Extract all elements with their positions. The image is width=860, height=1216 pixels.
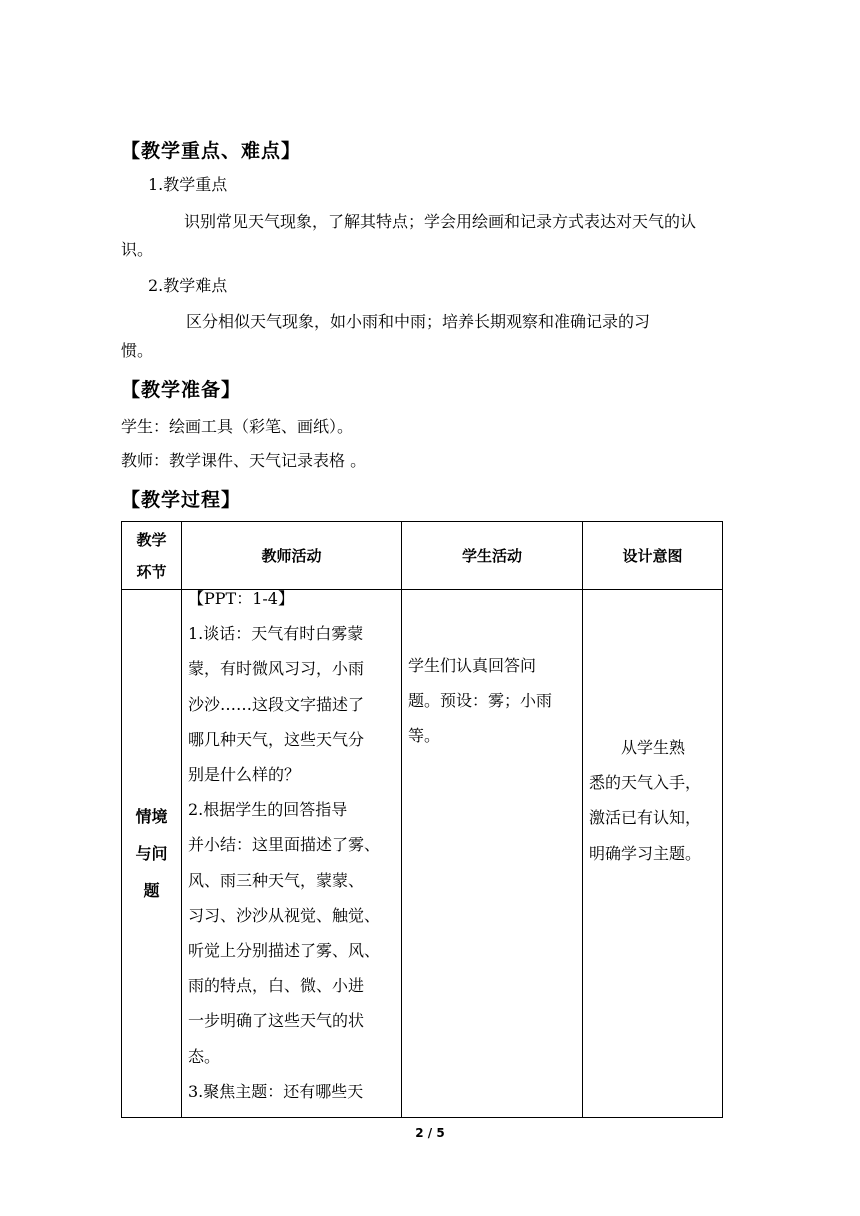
teacher-line: 3.聚焦主题：还有哪些天 — [188, 1081, 364, 1101]
focus-item2-line2: 惯。 — [121, 341, 154, 360]
page-number: 2 / 5 — [415, 1126, 445, 1140]
stage-line: 题 — [143, 881, 160, 900]
header-stage — [122, 522, 182, 590]
header-student: 学生活动 — [402, 522, 583, 590]
focus-heading: 【教学重点、难点】 — [121, 140, 302, 162]
focus-item2-label: 2.教学难点 — [148, 276, 228, 295]
prep-teacher: 教师：教学课件、天气记录表格 。 — [121, 451, 367, 470]
header-intent: 设计意图 — [583, 522, 723, 590]
student-line: 题。预设：雾；小雨 — [408, 691, 553, 711]
table-row — [122, 590, 723, 1118]
intent-line: 从学生熟 — [621, 738, 686, 757]
intent-line: 明确学习主题。 — [589, 843, 702, 863]
focus-item2-line1: 区分相似天气现象，如小雨和中雨；培养长期观察和准确记录的习 — [186, 312, 651, 331]
teacher-line: 雨的特点，白、微、小进 — [188, 976, 365, 996]
teacher-line: 态。 — [188, 1046, 221, 1066]
table-header-row — [122, 522, 723, 590]
teacher-line: 习习、沙沙从视觉、触觉、 — [188, 905, 381, 925]
teacher-line: 1.谈话：天气有时白雾蒙 — [188, 624, 364, 644]
focus-item1-line1: 识别常见天气现象，了解其特点；学会用绘画和记录方式表达对天气的认 — [184, 212, 697, 231]
teacher-line: 听觉上分别描述了雾、风、 — [188, 941, 381, 961]
teacher-line: 风、雨三种天气，蒙蒙、 — [188, 870, 365, 890]
focus-item1-line2: 识。 — [121, 240, 154, 259]
header-stage-line2: 环节 — [136, 562, 167, 581]
stage-line: 情境 — [135, 807, 168, 826]
focus-item1-label: 1.教学重点 — [148, 175, 228, 194]
header-teacher: 教师活动 — [182, 522, 402, 590]
process-heading: 【教学过程】 — [121, 489, 242, 511]
prep-heading: 【教学准备】 — [121, 379, 242, 401]
intent-line: 悉的天气入手， — [589, 773, 702, 793]
student-line: 等。 — [408, 726, 441, 746]
design-intent-cell — [583, 590, 723, 1118]
stage-line: 与问 — [135, 844, 168, 863]
intent-line: 激活已有认知， — [589, 808, 702, 828]
teacher-line: 2.根据学生的回答指导 — [188, 800, 348, 820]
teacher-line: 蒙，有时微风习习，小雨 — [188, 659, 365, 679]
teacher-line: 沙沙……这段文字描述了 — [188, 694, 365, 714]
teacher-line: 【PPT：1-4】 — [188, 589, 294, 608]
student-line: 学生们认真回答问 — [408, 656, 537, 675]
teacher-line: 一步明确了这些天气的状 — [188, 1011, 365, 1031]
student-activity-cell — [402, 590, 583, 1118]
stage-cell — [122, 590, 182, 1118]
header-stage-line1: 教学 — [136, 530, 167, 549]
teacher-line: 哪几种天气，这些天气分 — [188, 729, 365, 749]
process-table — [121, 521, 723, 1118]
teacher-activity-cell — [182, 590, 402, 1118]
teacher-line: 并小结：这里面描述了雾、 — [188, 835, 381, 855]
prep-student: 学生：绘画工具（彩笔、画纸）。 — [121, 417, 354, 436]
teacher-line: 别是什么样的？ — [188, 765, 301, 785]
